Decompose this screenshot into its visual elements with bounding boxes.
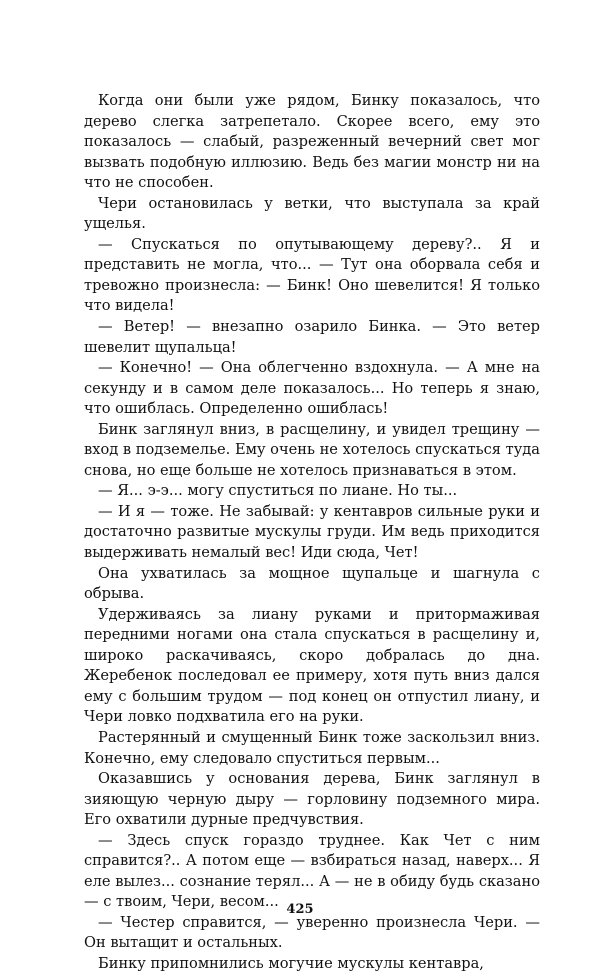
body-text	[84, 91, 540, 975]
paragraph: — Я... э-э... могу спуститься по лиане. Но ты...	[98, 482, 458, 500]
page-number: 425	[286, 902, 314, 917]
paragraph: Чери остановилась у ветки, что выступала за край ущелья.	[84, 194, 540, 233]
paragraph: Она ухватилась за мощное щупальце и шагнула с обрыва.	[84, 564, 540, 603]
paragraph: — Конечно! — Она облегченно вздохнула. — А мне на секунду и в самом деле показалось... Но теперь я знаю, что ошиблась. Определенно ошиблась!	[84, 359, 540, 418]
paragraph: — Ветер! — внезапно озарило Бинка. — Это ветер шевелит щупальца!	[84, 318, 540, 356]
paragraph: Бинк заглянул вниз, в расщелину, и увидел трещину — вход в подземелье. Ему очень не хотелось спускаться туда снова, но еще больше не хотелось признаваться в этом.	[84, 420, 540, 479]
paragraph: Растерянный и смущенный Бинк тоже заскользил вниз. Конечно, ему следовало спуститься первым...	[84, 728, 540, 767]
paragraph: — Честер справится, — уверенно произнесла Чери. — Он вытащит и остальных.	[84, 913, 540, 952]
paragraph: — Здесь спуск гораздо труднее. Как Чет с ним справится?.. А потом еще — взбираться назад, наверх... Я еле вылез... сознание терял... А — не в обиду будь сказано — с твоим, Чери, весом...	[84, 831, 540, 911]
paragraph: Удерживаясь за лиану руками и притормаживая передними ногами она стала спускаться в расщелину и, широко раскачиваясь, скоро добралась до дна. Жеребенок последовал ее примеру, хотя путь вниз дался ему с большим трудом — под конец он отпустил лиану, и Чери ловко подхватила его на руки.	[84, 605, 540, 726]
paragraph: — Спускаться по опутывающему дереву?.. Я и представить не могла, что... — Тут она оборвала себя и тревожно произнесла: — Бинк! Оно шевелится! Я только что видела!	[84, 235, 540, 315]
paragraph: Бинку припомнились могучие мускулы кентавра,	[98, 954, 484, 972]
paragraph: — И я — тоже. Не забывай: у кентавров сильные руки и достаточно развитые мускулы груди. Им ведь приходится выдерживать немалый вес! Иди сюда, Чет!	[84, 502, 540, 562]
paragraph: Когда они были уже рядом, Бинку показалось, что дерево слегка затрепетало. Скорее всего, ему это показалось — слабый, разреженный вечерний свет мог вызвать подобную иллюзию. Ведь без магии монстр ни на что не способен.	[84, 92, 540, 192]
paragraph: Оказавшись у основания дерева, Бинк заглянул в зияющую черную дыру — горловину подземного мира. Его охватили дурные предчувствия.	[84, 770, 540, 829]
